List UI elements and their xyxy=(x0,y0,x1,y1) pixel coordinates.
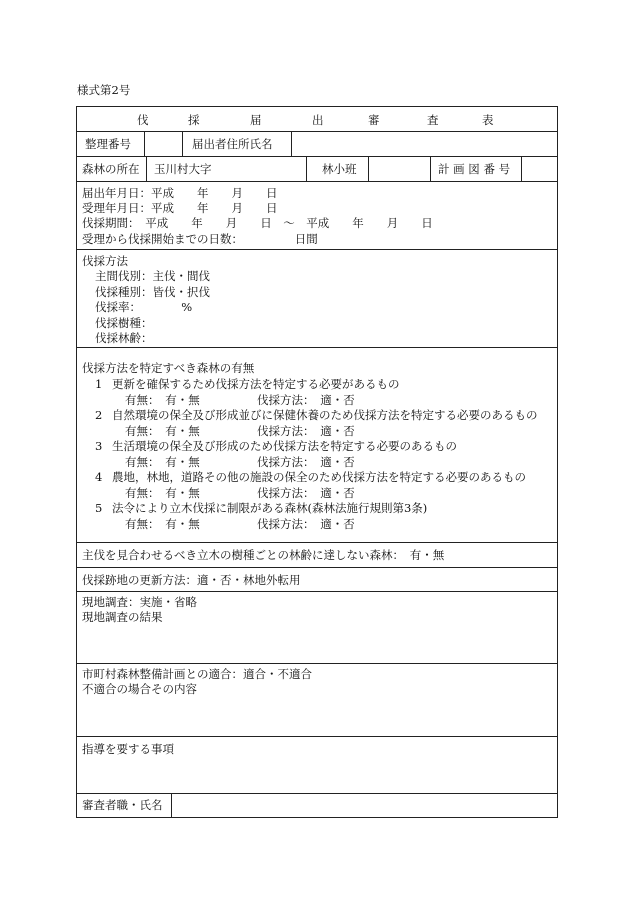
specific-item-text: 更新を確保するため伐採方法を特定する必要があるもの xyxy=(112,377,400,391)
form-title xyxy=(76,112,558,128)
date-line: 伐採期間： 平成 年 月 日 〜 平成 年 月 日 xyxy=(82,216,433,230)
municipal-plan-compliance: 市町村森林整備計画との適合：適合・不適合 xyxy=(82,667,312,681)
forest-location-value: 玉川村大字 xyxy=(154,162,212,176)
title-char: 届 xyxy=(250,113,262,127)
forest-location-label: 森林の所在 xyxy=(82,162,140,176)
guidance-items: 指導を要する事項 xyxy=(82,742,174,756)
title-char: 採 xyxy=(188,113,200,127)
specific-item-text: 自然環境の保全及び形成並びに保健休養のため伐採方法を特定する必要のあるもの xyxy=(112,408,538,422)
specific-item-umu: 有無： 有・無 xyxy=(125,486,200,500)
specific-item-hoho: 伐採方法： 適・否 xyxy=(257,455,355,469)
specific-item-umu: 有無： 有・無 xyxy=(125,455,200,469)
specific-item-umu: 有無： 有・無 xyxy=(125,424,200,438)
method-line: 伐採樹種： xyxy=(95,316,153,330)
applicant-name-label: 届出者住所氏名 xyxy=(192,137,273,151)
method-line: 主間伐別：主伐・間伐 xyxy=(95,269,210,283)
specific-item-number: 1 xyxy=(95,377,103,391)
method-heading: 伐採方法 xyxy=(82,254,128,268)
genchi-survey: 現地調査：実施・省略 xyxy=(82,595,197,609)
date-line: 受理年月日：平成 年 月 日 xyxy=(82,201,278,215)
specific-item-hoho: 伐採方法： 適・否 xyxy=(257,486,355,500)
shubatsu-line: 主伐を見合わせるべき立木の樹種ごとの林齢に達しない森林： 有・無 xyxy=(82,548,445,562)
method-line: 伐採種別：皆伐・択伐 xyxy=(95,285,210,299)
specific-item-umu: 有無： 有・無 xyxy=(125,393,200,407)
specific-item-number: 3 xyxy=(95,439,103,453)
title-char: 伐 xyxy=(137,113,149,127)
specific-item-text: 生活環境の保全及び形成のため伐採方法を特定する必要のあるもの xyxy=(112,439,457,453)
date-line: 受理から伐採開始までの日数： 日間 xyxy=(82,232,318,246)
specific-item-text: 法令により立木伐採に制限がある森林(森林法施行規則第3条) xyxy=(112,501,428,515)
specific-item-hoho: 伐採方法： 適・否 xyxy=(257,517,355,531)
specific-item-number: 2 xyxy=(95,408,103,422)
noncompliance-content: 不適合の場合その内容 xyxy=(82,682,197,696)
specific-heading: 伐採方法を特定すべき森林の有無 xyxy=(82,361,255,375)
rinshohan-label: 林小班 xyxy=(322,162,357,176)
specific-item-text: 農地，林地，道路その他の施設の保全のため伐採方法を特定する必要のあるもの xyxy=(112,470,526,484)
plan-map-number-label: 計 画 図 番 号 xyxy=(438,162,511,176)
method-line: 伐採林齢： xyxy=(95,331,153,345)
specific-item-umu: 有無： 有・無 xyxy=(125,517,200,531)
date-line: 届出年月日：平成 年 月 日 xyxy=(82,186,278,200)
genchi-result: 現地調査の結果 xyxy=(82,610,163,624)
specific-item-hoho: 伐採方法： 適・否 xyxy=(257,424,355,438)
title-char: 査 xyxy=(427,113,439,127)
title-char: 表 xyxy=(482,113,494,127)
seiri-number-label: 整理番号 xyxy=(85,137,131,151)
form-number: 様式第2号 xyxy=(77,83,131,97)
specific-item-number: 5 xyxy=(95,501,103,515)
title-char: 審 xyxy=(368,113,380,127)
specific-item-number: 4 xyxy=(95,470,103,484)
koshin-line: 伐採跡地の更新方法：適・否・林地外転用 xyxy=(82,573,301,587)
method-line: 伐採率： % xyxy=(95,300,193,314)
title-char: 出 xyxy=(312,113,324,127)
specific-item-hoho: 伐採方法： 適・否 xyxy=(257,393,355,407)
reviewer-label: 審査者職・氏名 xyxy=(82,798,163,812)
